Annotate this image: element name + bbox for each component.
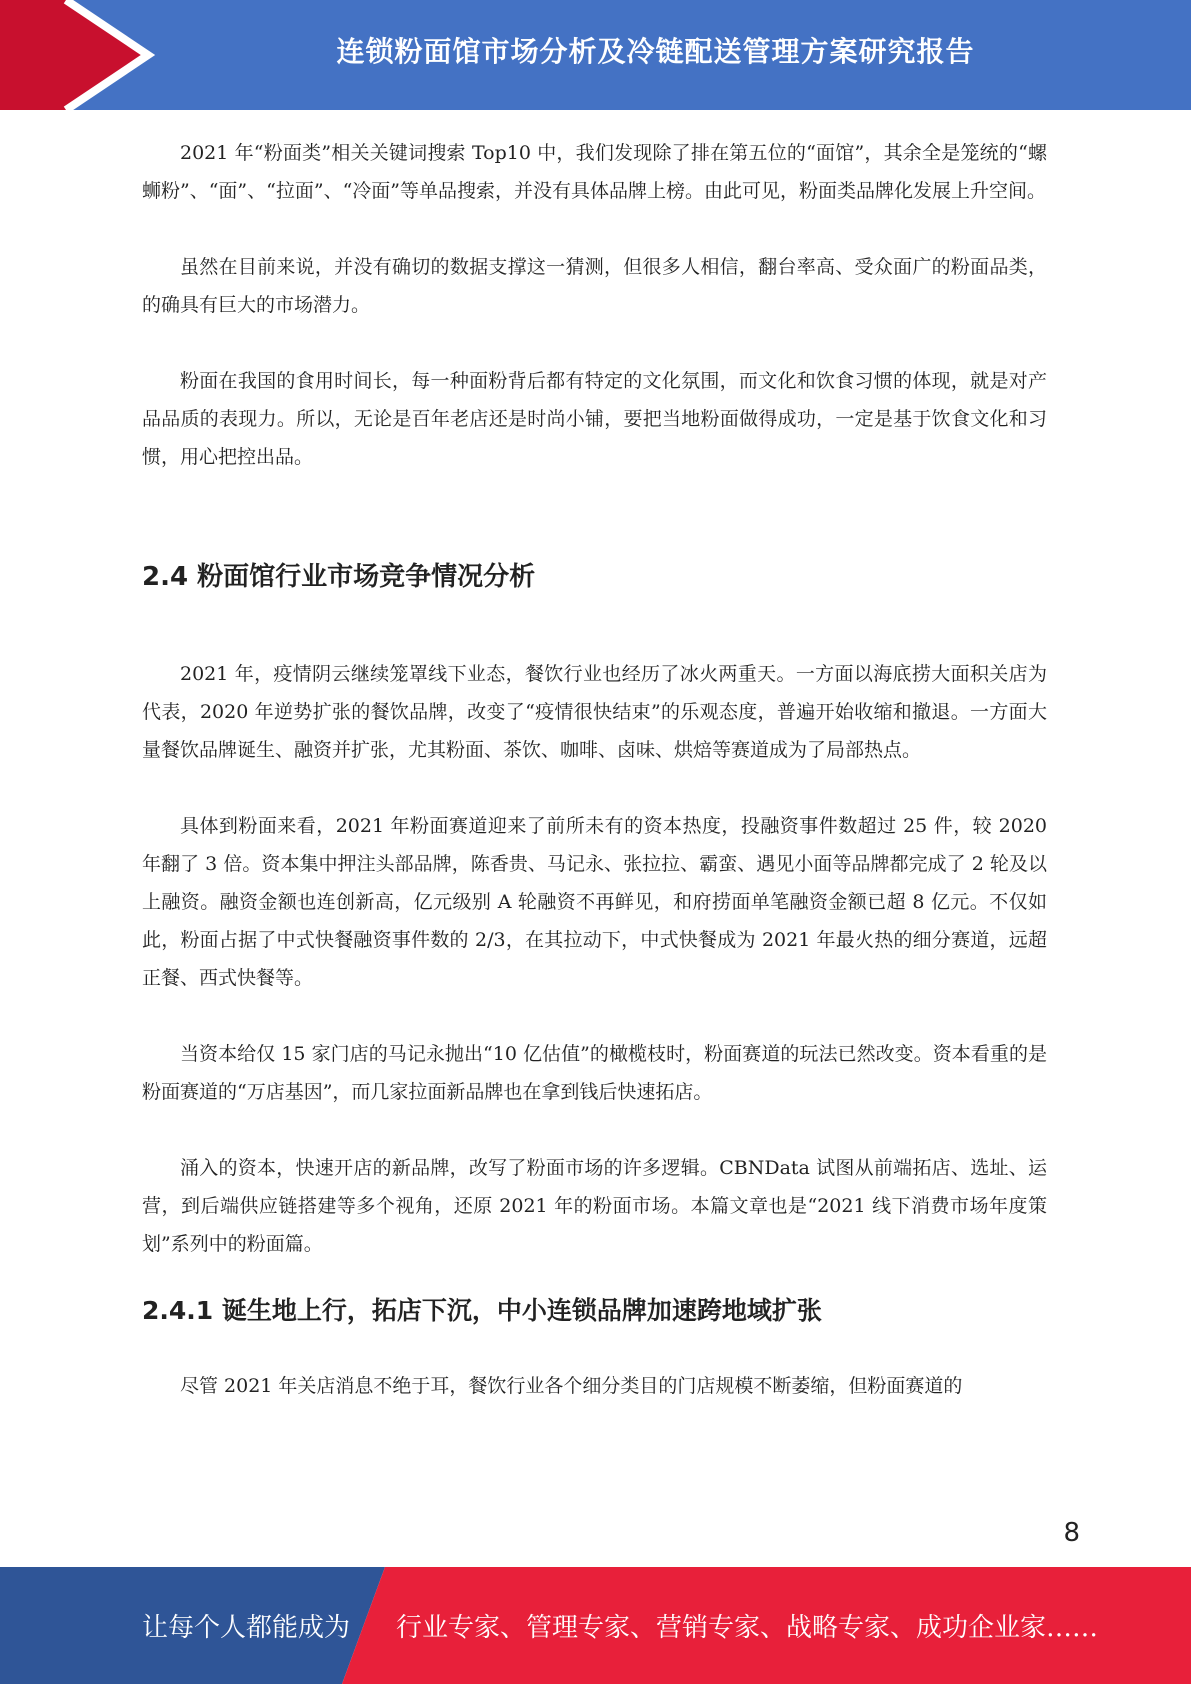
document-body (142, 134, 1047, 1405)
paragraph: 涌入的资本，快速开店的新品牌，改写了粉面市场的许多逻辑。CBNData 试图从前端拓店、选址、运营，到后端供应链搭建等多个视角，还原 2021 年的粉面市场。本篇文章也是“2021 线下消费市场年度策划”系列中的粉面篇。 (142, 1157, 1047, 1255)
page-number: 8 (1063, 1518, 1080, 1548)
header-title: 连锁粉面馆市场分析及冷链配送管理方案研究报告 (336, 35, 975, 68)
page-footer (0, 1567, 1191, 1684)
paragraph: 粉面在我国的食用时间长，每一种面粉背后都有特定的文化氛围，而文化和饮食习惯的体现，就是对产品品质的表现力。所以，无论是百年老店还是时尚小铺，要把当地粉面做得成功，一定是基于饮食文化和习惯，用心把控出品。 (142, 370, 1047, 468)
paragraph: 当资本给仅 15 家门店的马记永抛出“10 亿估值”的橄榄枝时，粉面赛道的玩法已然改变。资本看重的是粉面赛道的“万店基因”，而几家拉面新品牌也在拿到钱后快速拓店。 (142, 1043, 1047, 1103)
paragraph: 尽管 2021 年关店消息不绝于耳，餐饮行业各个细分类目的门店规模不断萎缩，但粉面赛道的 (180, 1375, 963, 1397)
paragraph: 2021 年，疫情阴云继续笼罩线下业态，餐饮行业也经历了冰火两重天。一方面以海底捞大面积关店为代表，2020 年逆势扩张的餐饮品牌，改变了“疫情很快结束”的乐观态度，普遍开始收缩和撤退。一方面大量餐饮品牌诞生、融资并扩张，尤其粉面、茶饮、咖啡、卤味、烘焙等赛道成为了局部热点。 (142, 663, 1047, 761)
paragraph: 具体到粉面来看，2021 年粉面赛道迎来了前所未有的资本热度，投融资事件数超过 25 件，较 2020 年翻了 3 倍。资本集中押注头部品牌，陈香贵、马记永、张拉拉、霸蛮、遇见小面等品牌都完成了 2 轮及以上融资。融资金额也连创新高，亿元级别 A 轮融资不再鲜见，和府捞面单笔融资金额已超 8 亿元。不仅如此，粉面占据了中式快餐融资事件数的 2/3，在其拉动下，中式快餐成为 2021 年最火热的细分赛道，远超正餐、西式快餐等。 (142, 815, 1047, 989)
paragraph: 2021 年“粉面类”相关关键词搜索 Top10 中，我们发现除了排在第五位的“面馆”，其余全是笼统的“螺蛳粉”、“面”、“拉面”、“冷面”等单品搜索，并没有具体品牌上榜。由此可见，粉面类品牌化发展上升空间。 (142, 142, 1047, 202)
paragraph: 虽然在目前来说，并没有确切的数据支撑这一猜测，但很多人相信，翻台率高、受众面广的粉面品类，的确具有巨大的市场潜力。 (142, 256, 1047, 316)
footer-slogan-right: 行业专家、管理专家、营销专家、战略专家、成功企业家…… (396, 1613, 1099, 1643)
subsection-heading: 2.4.1 诞生地上行，拓店下沉，中小连锁品牌加速跨地域扩张 (142, 1296, 822, 1325)
page-header (0, 0, 1191, 110)
footer-slogan-left: 让每个人都能成为 (142, 1613, 351, 1643)
section-heading: 2.4 粉面馆行业市场竞争情况分析 (142, 562, 536, 592)
